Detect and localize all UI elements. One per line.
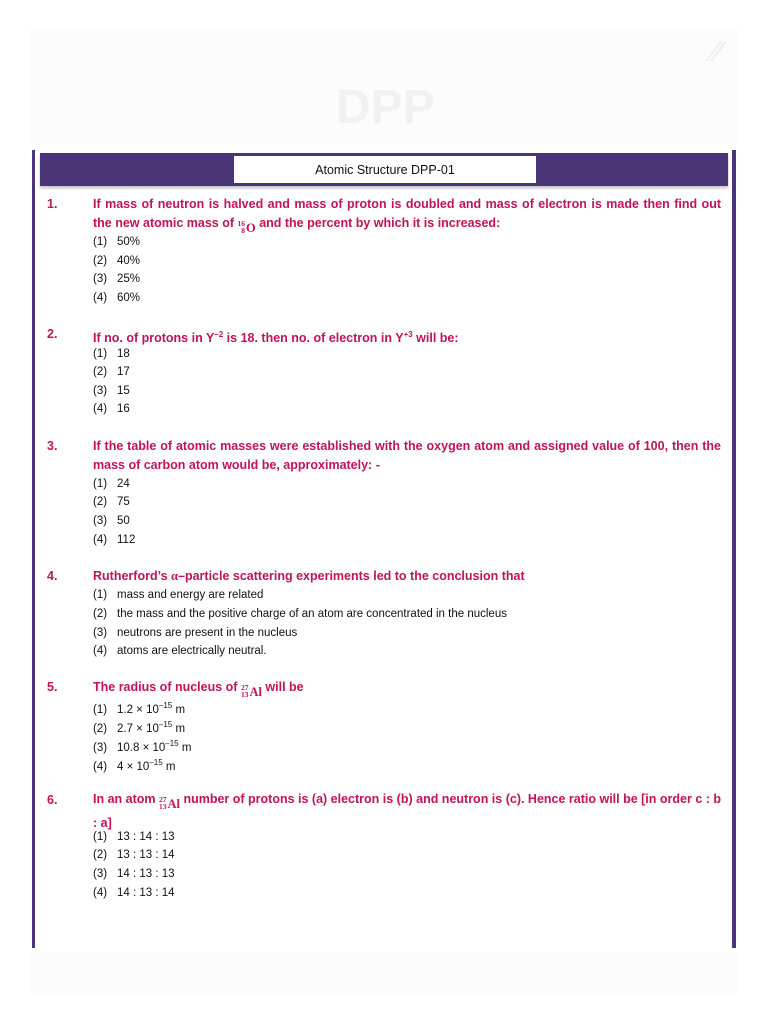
option-text: 14 : 13 : 13 (117, 868, 175, 880)
isotope-aluminium (241, 683, 262, 702)
option[interactable] (93, 513, 130, 529)
option-number: (2) (93, 722, 108, 735)
option-number: (4) (93, 887, 108, 899)
option-text: 112 (117, 534, 136, 546)
option-number: (4) (93, 645, 108, 657)
option[interactable] (93, 847, 175, 863)
option-exponent: –15 (158, 701, 173, 710)
page-title: Atomic Structure DPP-01 (315, 162, 455, 177)
isotope-mass: 16 (237, 219, 245, 228)
option-unit: m (172, 703, 186, 716)
option-number: (2) (93, 366, 108, 378)
option[interactable] (93, 829, 175, 845)
question-1-text-a: If mass of neutron is halved and mass of proton is doubled and mass of electron is made then find out the new atomic mass of (93, 197, 721, 230)
option-text: the mass and the positive charge of an atom are concentrated in the nucleus (117, 608, 507, 620)
charge-superscript: –2 (214, 330, 224, 339)
option[interactable] (93, 290, 140, 306)
option-text: 16 (117, 403, 130, 415)
option-exponent: –15 (158, 720, 173, 729)
isotope-mass: 27 (240, 683, 249, 692)
isotope-atomic-number: 8 (241, 226, 245, 235)
question-6-text (93, 790, 721, 833)
option[interactable] (93, 532, 135, 548)
question-4-text-a: Rutherford’s (93, 569, 172, 583)
isotope-atomic-number: 13 (240, 690, 249, 699)
option-number: (1) (93, 478, 108, 490)
option-number: (1) (93, 236, 108, 248)
option-base: 4 × 10 (117, 760, 150, 773)
option[interactable] (93, 625, 297, 641)
option-text: 50% (117, 236, 141, 248)
option[interactable] (93, 494, 130, 510)
option-number: (1) (93, 589, 108, 601)
option-number: (1) (93, 348, 108, 360)
option-text: 60% (117, 292, 141, 304)
option-text: 50 (117, 515, 130, 527)
option[interactable] (93, 271, 140, 287)
question-5-text-b: will be (261, 680, 304, 694)
option-number: (2) (93, 608, 108, 620)
question-6-text-b: number of protons is (a) electron is (b) and neutron is (c). Hence ratio will be [in order c : b : a] (93, 792, 722, 830)
option[interactable] (93, 736, 191, 756)
option-text: atoms are electrically neutral. (117, 645, 267, 657)
option-number: (2) (93, 496, 108, 508)
option-exponent: –15 (165, 739, 179, 748)
option[interactable] (93, 643, 267, 659)
option-base: 2.7 × 10 (117, 722, 159, 735)
option[interactable] (93, 346, 130, 362)
option-text: 40% (117, 255, 141, 267)
option-text: 75 (117, 496, 130, 508)
question-1-text (93, 195, 721, 238)
option-text: 14 : 13 : 14 (117, 887, 175, 899)
option-number: (1) (93, 703, 108, 716)
option-number: (3) (93, 868, 108, 880)
question-5-number: 5. (47, 680, 58, 694)
option-number: (4) (93, 292, 108, 304)
option-text: 25% (117, 273, 141, 285)
question-2-text (93, 325, 721, 348)
isotope-symbol: Al (167, 796, 180, 811)
option[interactable] (93, 587, 263, 603)
alpha-symbol: α (171, 569, 178, 583)
option-text: 13 : 14 : 13 (117, 831, 175, 843)
option-base: 1.2 × 10 (117, 703, 159, 716)
option-text: 15 (117, 385, 130, 397)
option-number: (3) (93, 273, 108, 285)
question-2-text-b: is 18. then no. of electron in Y (223, 331, 404, 346)
question-1-number: 1. (47, 197, 58, 211)
option-number: (3) (93, 741, 108, 754)
option-number: (2) (93, 849, 108, 861)
question-1-text-b: and the percent by which it is increased: (255, 216, 501, 230)
question-3-text: If the table of atomic masses were established with the oxygen atom and assigned value of 100, then the mass of carbon atom would be, approximately: - (93, 439, 721, 472)
isotope-symbol: Al (249, 684, 262, 699)
question-4-text (93, 567, 721, 586)
option-unit: m (172, 722, 186, 735)
isotope-symbol: O (245, 220, 256, 235)
option[interactable] (93, 698, 185, 718)
question-4-number: 4. (47, 569, 58, 583)
isotope-oxygen (237, 219, 255, 238)
option-number: (2) (93, 255, 108, 267)
option[interactable] (93, 755, 175, 775)
option[interactable] (93, 383, 130, 399)
charge-superscript: +3 (403, 330, 413, 339)
question-6-number: 6. (47, 793, 58, 807)
question-4-text-b: –particle scattering experiments led to the conclusion that (178, 569, 525, 583)
question-2-text-a: If no. of protons in Y (93, 331, 215, 346)
option-text: 17 (117, 366, 130, 378)
faded-footer-band (30, 952, 738, 994)
option[interactable] (93, 885, 175, 901)
option-number: (4) (93, 534, 108, 546)
option-number: (4) (93, 403, 108, 415)
question-2-number: 2. (47, 327, 58, 341)
option-text: 13 : 13 : 14 (117, 849, 175, 861)
isotope-aluminium (159, 795, 180, 814)
question-2-text-c: will be: (412, 331, 459, 346)
dpp-watermark: DPP (336, 81, 435, 134)
option[interactable] (93, 401, 130, 417)
question-6-text-a: In an atom (93, 792, 159, 806)
isotope-mass: 27 (158, 795, 167, 804)
option-text: mass and energy are related (117, 589, 264, 601)
option[interactable] (93, 364, 130, 380)
option-number: (4) (93, 760, 108, 773)
question-5-text-a: The radius of nucleus of (93, 680, 241, 694)
option[interactable] (93, 866, 175, 882)
option-base: 10.8 × 10 (117, 741, 166, 754)
option-unit: m (178, 741, 192, 754)
option-number: (3) (93, 627, 108, 639)
option-number: (3) (93, 515, 108, 527)
option[interactable] (93, 253, 140, 269)
question-5-text (93, 678, 721, 702)
option[interactable] (93, 234, 140, 250)
option-exponent: –15 (149, 758, 163, 767)
faded-logo-icon: ⁄⁄ (710, 36, 720, 67)
option[interactable] (93, 606, 507, 622)
option[interactable] (93, 476, 130, 492)
option-number: (3) (93, 385, 108, 397)
option-text: 24 (117, 478, 130, 490)
option-text: neutrons are present in the nucleus (117, 627, 298, 639)
option-unit: m (162, 760, 176, 773)
option[interactable] (93, 717, 185, 737)
option-number: (1) (93, 831, 108, 843)
option-text: 18 (117, 348, 130, 360)
isotope-atomic-number: 13 (158, 802, 167, 811)
question-3-number: 3. (47, 439, 58, 453)
